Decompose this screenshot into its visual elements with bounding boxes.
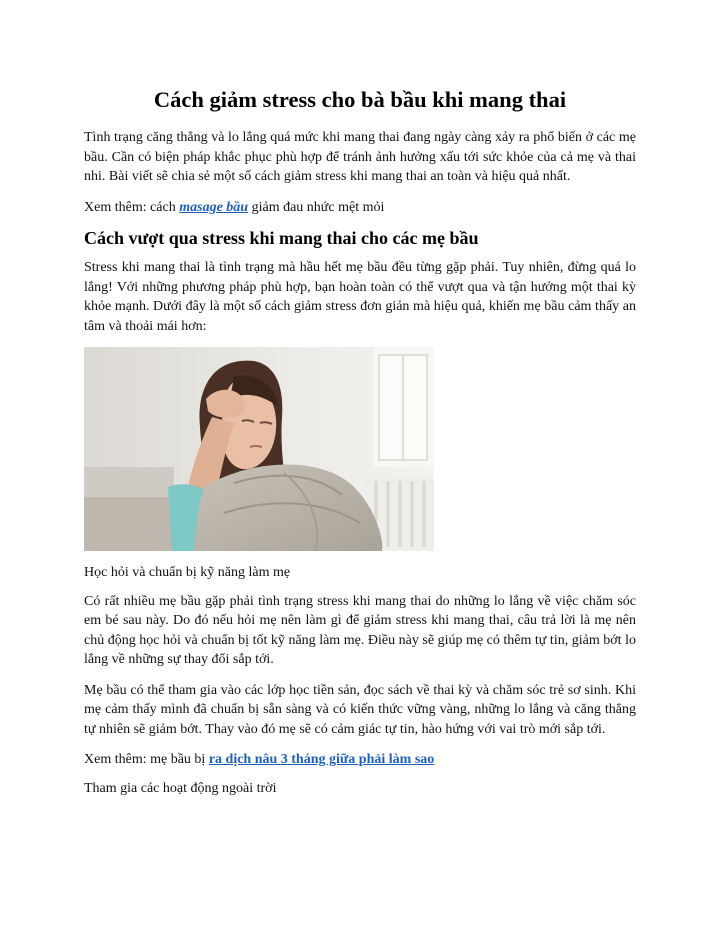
section-heading: Cách vượt qua stress khi mang thai cho các mẹ bầu bbox=[84, 228, 479, 248]
photo-illustration bbox=[84, 347, 434, 551]
section-paragraph: Stress khi mang thai là tình trạng mà hầu hết mẹ bầu đều từng gặp phải. Tuy nhiên, đừng quá lo lắng! Với những phương pháp phù hợp, bạn hoàn toàn có thể vượt qua và tận hưởng một thai kỳ khỏe mạnh. Dưới đây là một số cách giảm stress đơn giản mà hiệu quả, khiến mẹ bầu cảm thấy an tâm và thoải mái hơn: bbox=[84, 260, 636, 334]
intro-paragraph: Tình trạng căng thẳng và lo lắng quá mức khi mang thai đang ngày càng xảy ra phổ biến ở các mẹ bầu. Cần có biện pháp khắc phục phù hợp để tránh ảnh hưởng xấu tới sức khỏe của cả mẹ và thai nhi. Bài viết sẽ chia sẻ một số cách giảm stress khi mang thai an toàn và hiệu quả nhất. bbox=[84, 130, 636, 184]
subheading-learn: Học hỏi và chuẩn bị kỹ năng làm mẹ bbox=[84, 565, 291, 580]
see-also-2-prefix: Xem thêm: mẹ bầu bị bbox=[84, 752, 209, 767]
see-also-line-1 bbox=[84, 198, 636, 218]
see-also-1-suffix: giảm đau nhức mệt mỏi bbox=[248, 199, 385, 215]
massage-link[interactable]: masage bầu bbox=[179, 199, 249, 215]
see-also-1-prefix: Xem thêm: cách bbox=[84, 199, 180, 215]
brown-discharge-link[interactable]: ra dịch nâu 3 tháng giữa phải làm sao bbox=[208, 752, 435, 767]
article bbox=[84, 86, 636, 807]
subheading-outdoor: Tham gia các hoạt động ngoài trời bbox=[84, 780, 277, 796]
page-title: Cách giảm stress cho bà bầu khi mang thai bbox=[153, 87, 567, 112]
learn-paragraph-2: Mẹ bầu có thể tham gia vào các lớp học tiền sản, đọc sách về thai kỳ và chăm sóc trẻ sơ sinh. Khi mẹ cảm thấy mình đã chuẩn bị sẵn sàng và có kiến thức vững vàng, những lo lắng và căng thẳng tự nhiên sẽ giảm bớt. Thay vào đó mẹ sẽ có cảm giác tự tin, hào hứng với vai trò mới sắp tới. bbox=[84, 682, 636, 737]
see-also-line-2 bbox=[84, 750, 636, 770]
stressed-woman-photo bbox=[84, 347, 434, 551]
learn-paragraph-1: Có rất nhiều mẹ bầu gặp phải tình trạng stress khi mang thai do những lo lắng về việc chăm sóc em bé sau này. Do đó nếu hỏi mẹ nên làm gì để giảm stress khi mang thai, câu trả lời là mẹ nên chủ động học hỏi và chuẩn bị tốt kỹ năng làm mẹ. Điều này sẽ giúp mẹ có thêm tự tin, giảm bớt lo lắng về những sự thay đổi sắp tới. bbox=[84, 593, 636, 667]
